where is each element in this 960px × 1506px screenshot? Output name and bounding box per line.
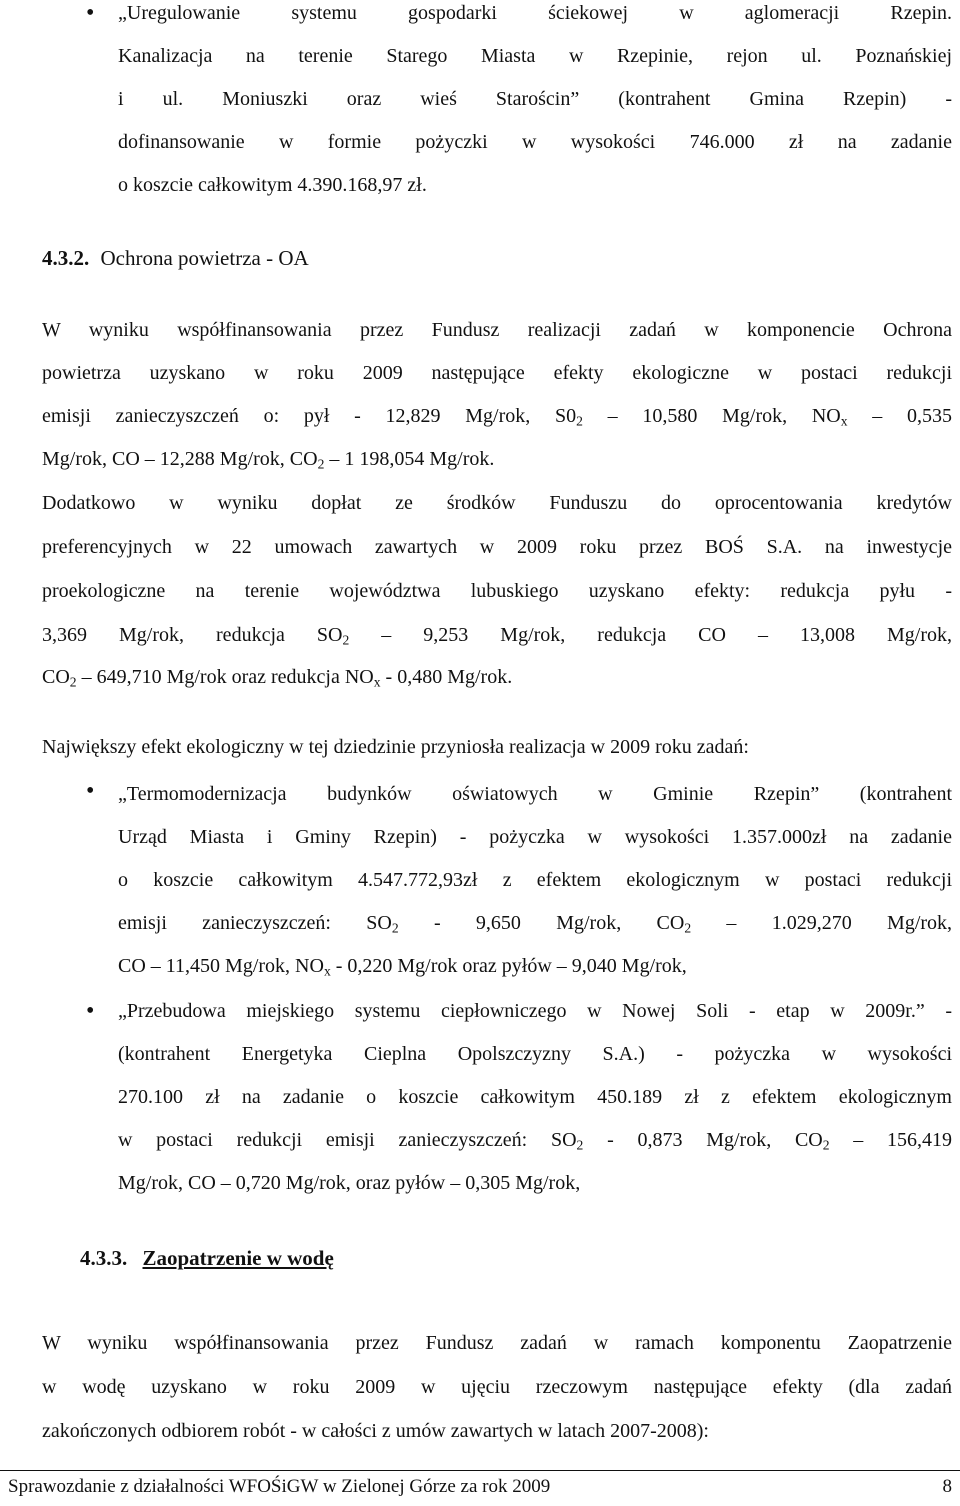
list-item-line: o koszcie całkowitym 4.390.168,97 zł. [118, 174, 427, 196]
list-item-line: CO – 11,450 Mg/rok, $NO_x - 0,220$ Mg/rok oraz pyłów – 9,040 Mg/rok, [118, 955, 687, 979]
section-heading-water [80, 1246, 334, 1271]
list-item-line: Mg/rok, CO – 0,720 Mg/rok, oraz pyłów – 0,305 Mg/rok, [118, 1172, 581, 1194]
paragraph-line: 3,369 Mg/rok, redukcja $SO_2 - 9,253$ Mg/rok, redukcja CO – 13,008 Mg/rok, [42, 624, 952, 648]
section-number: 4.3.2. [42, 246, 90, 270]
section-title: Ochrona powietrza - OA [100, 246, 309, 270]
page-number: 8 [942, 1476, 952, 1497]
paragraph-line: proekologiczne na terenie województwa lubuskiego uzyskano efekty: redukcja pyłu - [42, 580, 952, 602]
list-item-line: „Przebudowa miejskiego systemu ciepłowniczego w Nowej Soli - etap w 2009r.” - [118, 1000, 952, 1022]
paragraph-line: preferencyjnych w 22 umowach zawartych w 2009 roku przez BOŚ S.A. na inwestycje [42, 536, 952, 558]
section-heading-air [42, 246, 309, 271]
paragraph-line: W wyniku współfinansowania przez Fundusz zadań w ramach komponentu Zaopatrzenie [42, 1332, 952, 1354]
footer-divider [0, 1470, 960, 1471]
paragraph-line: Dodatkowo w wyniku dopłat ze środków Funduszu do oprocentowania kredytów [42, 492, 952, 514]
list-item-line: 270.100 zł na zadanie o koszcie całkowitym 450.189 zł z efektem ekologicznym [118, 1086, 952, 1108]
paragraph-line: W wyniku współfinansowania przez Fundusz realizacji zadań w komponencie Ochrona [42, 319, 952, 341]
list-item-line: o koszcie całkowitym 4.547.772,93zł z efektem ekologicznym w postaci redukcji [118, 869, 952, 891]
section-number: 4.3.3. [80, 1246, 128, 1270]
list-item-line: „Uregulowanie systemu gospodarki ściekowej w aglomeracji Rzepin. [118, 2, 952, 24]
bullet-icon: • [86, 778, 95, 804]
list-item-line: Kanalizacja na terenie Starego Miasta w Rzepinie, rejon ul. Poznańskiej [118, 45, 952, 67]
paragraph-line: Mg/rok, CO – 12,288 Mg/rok, $CO_2 - 1$ 198,054 Mg/rok. [42, 448, 495, 472]
list-item-line: „Termomodernizacja budynków oświatowych w Gminie Rzepin” (kontrahent [118, 783, 952, 805]
list-item-line: i ul. Moniuszki oraz wieś Starościn” (kontrahent Gmina Rzepin) - [118, 88, 952, 110]
list-item-line: emisji zanieczyszczeń: $SO_2 - 9,650$ Mg/rok, $CO_2 - 1.029,270$ Mg/rok, [118, 912, 953, 936]
bullet-icon: • [86, 0, 95, 26]
paragraph-line: zakończonych odbiorem robót - w całości z umów zawartych w latach 2007-2008): [42, 1420, 709, 1442]
list-item-line: dofinansowanie w formie pożyczki w wysokości 746.000 zł na zadanie [118, 131, 952, 153]
page-footer [8, 1476, 952, 1498]
bullet-icon: • [86, 998, 95, 1024]
paragraph-largest-effect: Największy efekt ekologiczny w tej dziedzinie przyniosła realizacja w 2009 roku zadań: [42, 736, 749, 758]
paragraph-line: powietrza uzyskano w roku 2009 następujące efekty ekologiczne w postaci redukcji [42, 362, 952, 384]
paragraph-line: $CO_2 - 649,710$ Mg/rok oraz redukcja $NO_x - 0,480$ Mg/rok. [42, 666, 513, 690]
paragraph-line: emisji zanieczyszczeń o: pył - 12,829 Mg/rok, $S0_2 - 10,580$ Mg/rok, $NO_x - 0,535$ [42, 405, 953, 429]
list-item-line: w postaci redukcji emisji zanieczyszczeń: $SO_2 - 0,873$ Mg/rok, $CO_2 - 156,419$ [118, 1129, 952, 1153]
footer-title: Sprawozdanie z działalności WFOŚiGW w Zielonej Górze za rok 2009 [8, 1476, 551, 1497]
list-item-line: Urząd Miasta i Gminy Rzepin) - pożyczka w wysokości 1.357.000zł na zadanie [118, 826, 952, 848]
section-title: Zaopatrzenie w wodę [142, 1246, 334, 1270]
list-item-line: (kontrahent Energetyka Cieplna Opolszczyzny S.A.) - pożyczka w wysokości [118, 1043, 952, 1065]
paragraph-line: w wodę uzyskano w roku 2009 w ujęciu rzeczowym następujące efekty (dla zadań [42, 1376, 952, 1398]
